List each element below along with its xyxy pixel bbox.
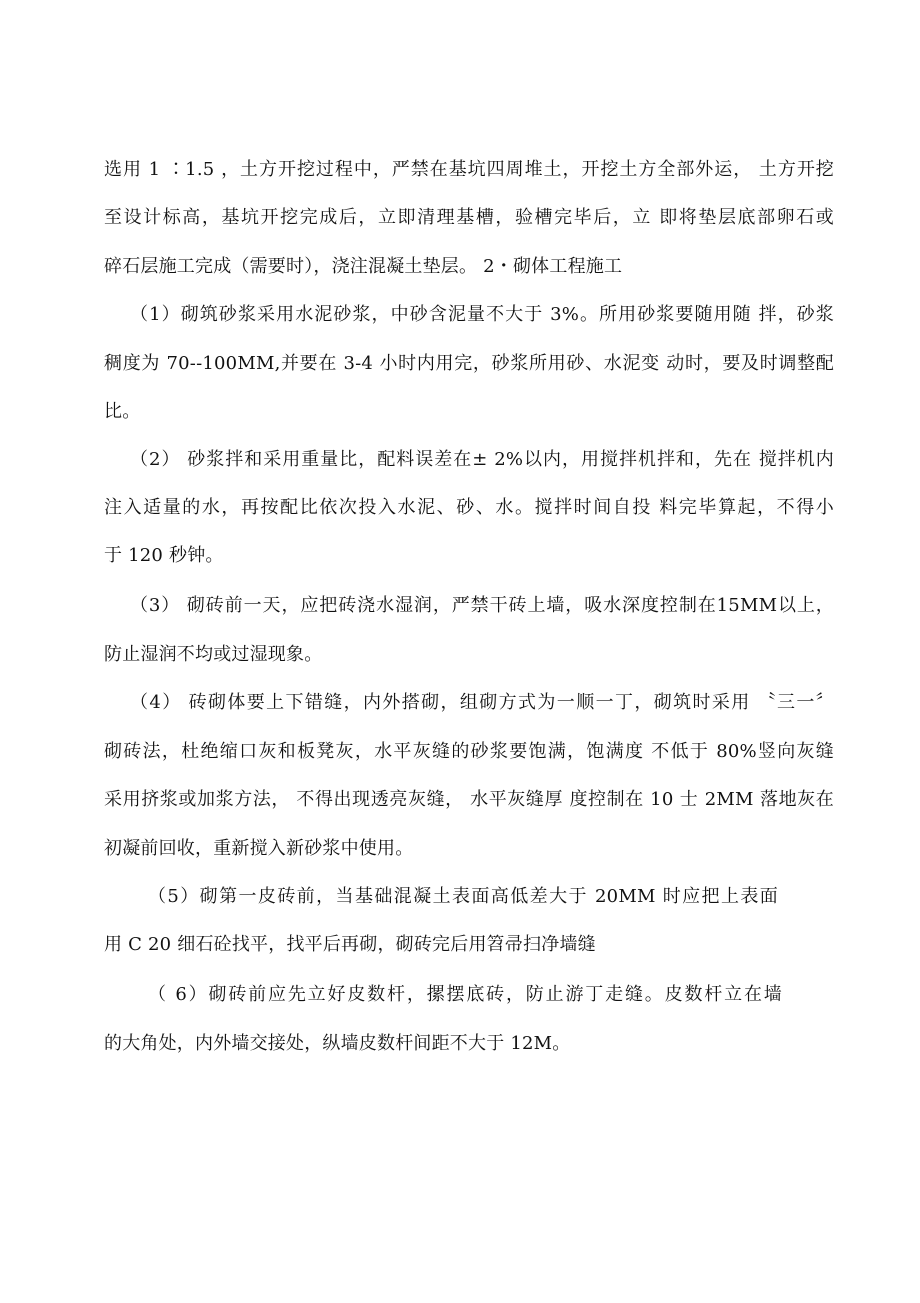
- paragraph-line: （3） 砌砖前一天，应把砖浇水湿润，严禁干砖上墙，吸水深度控制在15MM以上，: [130, 595, 834, 616]
- paragraph-line: 选用 1 ∶1.5 ，土方开挖过程中，严禁在基坑四周堆土，开挖土方全部外运， 土方开挖: [104, 159, 834, 180]
- paragraph-line: 碎石层施工完成（需要时），浇注混凝土垫层。 2・砌体工程施工: [104, 256, 623, 277]
- paragraph-line: 稠度为 70--100MM,并要在 3-4 小时内用完，砂浆所用砂、水泥变 动时，要及时调整配: [104, 353, 834, 374]
- paragraph-line: （5）砌第一皮砖前，当基础混凝土表面高低差大于 20MM 时应把上表面: [148, 886, 778, 907]
- paragraph-line: 于 120 秒钟。: [104, 545, 224, 566]
- paragraph-line: （1）砌筑砂浆采用水泥砂浆，中砂含泥量不大于 3%。所用砂浆要随用随 拌，砂浆: [130, 304, 834, 325]
- paragraph-line: 防止湿润不均或过湿现象。: [104, 644, 323, 665]
- paragraph-line: 用 C 20 细石砼找平，找平后再砌，砌砖完后用笤帚扫净墙缝: [104, 934, 596, 955]
- paragraph-line: 比。: [104, 401, 141, 422]
- paragraph-line: 至设计标高，基坑开挖完成后，立即清理基槽，验槽完毕后，立 即将垫层底部卵石或: [104, 207, 834, 228]
- paragraph-line: 的大角处，内外墙交接处，纵墙皮数杆间距不大于 12M。: [104, 1033, 571, 1054]
- paragraph-line: 采用挤浆或加浆方法， 不得出现透亮灰缝， 水平灰缝厚 度控制在 10 士 2MM 落地灰在: [104, 789, 834, 810]
- paragraph-line: （2） 砂浆拌和采用重量比，配料误差在± 2%以内，用搅拌机拌和，先在 搅拌机内: [130, 449, 834, 470]
- paragraph-line: 砌砖法，杜绝缩口灰和板凳灰，水平灰缝的砂浆要饱满，饱满度 不低于 80%竖向灰缝: [104, 741, 834, 762]
- paragraph-line: 初凝前回收，重新搅入新砂浆中使用。: [104, 838, 414, 859]
- paragraph-line: （4） 砖砌体要上下错缝，内外搭砌，组砌方式为一顺一丁，砌筑时采用 〝三一〞: [130, 692, 834, 713]
- paragraph-line: 注入适量的水，再按配比依次投入水泥、砂、水。搅拌时间自投 料完毕算起，不得小: [104, 497, 834, 518]
- paragraph-line: （ 6）砌砖前应先立好皮数杆，摞摆底砖，防止游丁走缝。皮数杆立在墙: [148, 984, 782, 1005]
